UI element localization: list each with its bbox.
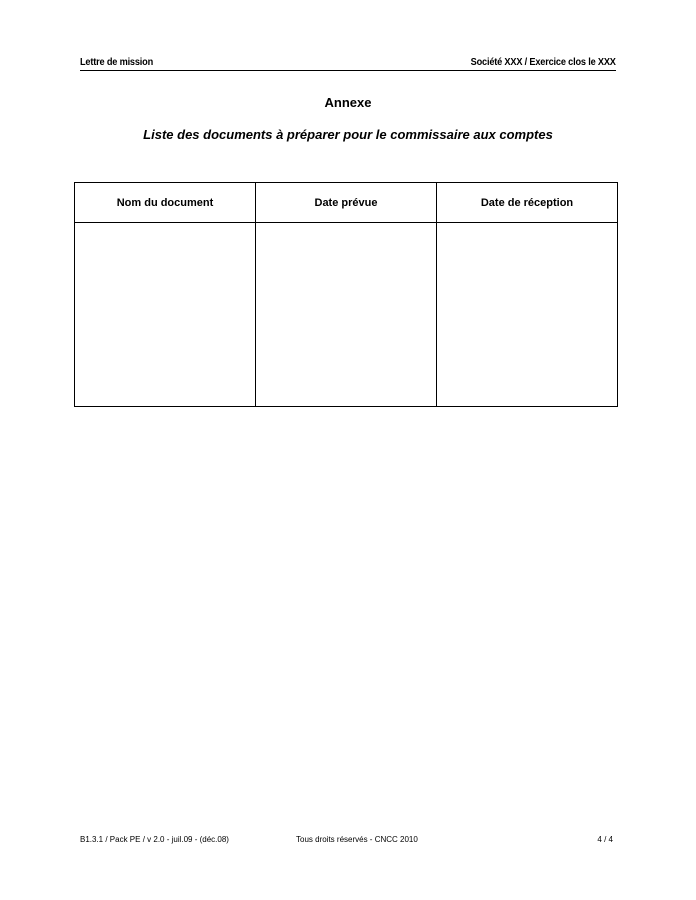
- footer-reference: B1.3.1 / Pack PE / v 2.0 - juil.09 - (déc.08): [80, 835, 229, 844]
- footer-copyright: Tous droits réservés - CNCC 2010: [296, 835, 418, 844]
- documents-table: [74, 182, 618, 407]
- table-row: [75, 223, 618, 407]
- table-header-row: [75, 183, 618, 223]
- header-company-fiscal-year: Société XXX / Exercice clos le XXX: [470, 57, 616, 68]
- column-header-planned-date: Date prévue: [256, 183, 437, 223]
- table-cell-document-name: [75, 223, 256, 407]
- page-header: [80, 57, 616, 71]
- column-header-document-name: Nom du document: [75, 183, 256, 223]
- table-cell-planned-date: [256, 223, 437, 407]
- page-subtitle: Liste des documents à préparer pour le commissaire aux comptes: [143, 127, 553, 142]
- footer-page-number: 4 / 4: [597, 835, 613, 844]
- page-title: Annexe: [324, 95, 372, 110]
- header-document-type: Lettre de mission: [80, 57, 154, 68]
- column-header-reception-date: Date de réception: [437, 183, 618, 223]
- page-footer: [80, 835, 613, 847]
- table-cell-reception-date: [437, 223, 618, 407]
